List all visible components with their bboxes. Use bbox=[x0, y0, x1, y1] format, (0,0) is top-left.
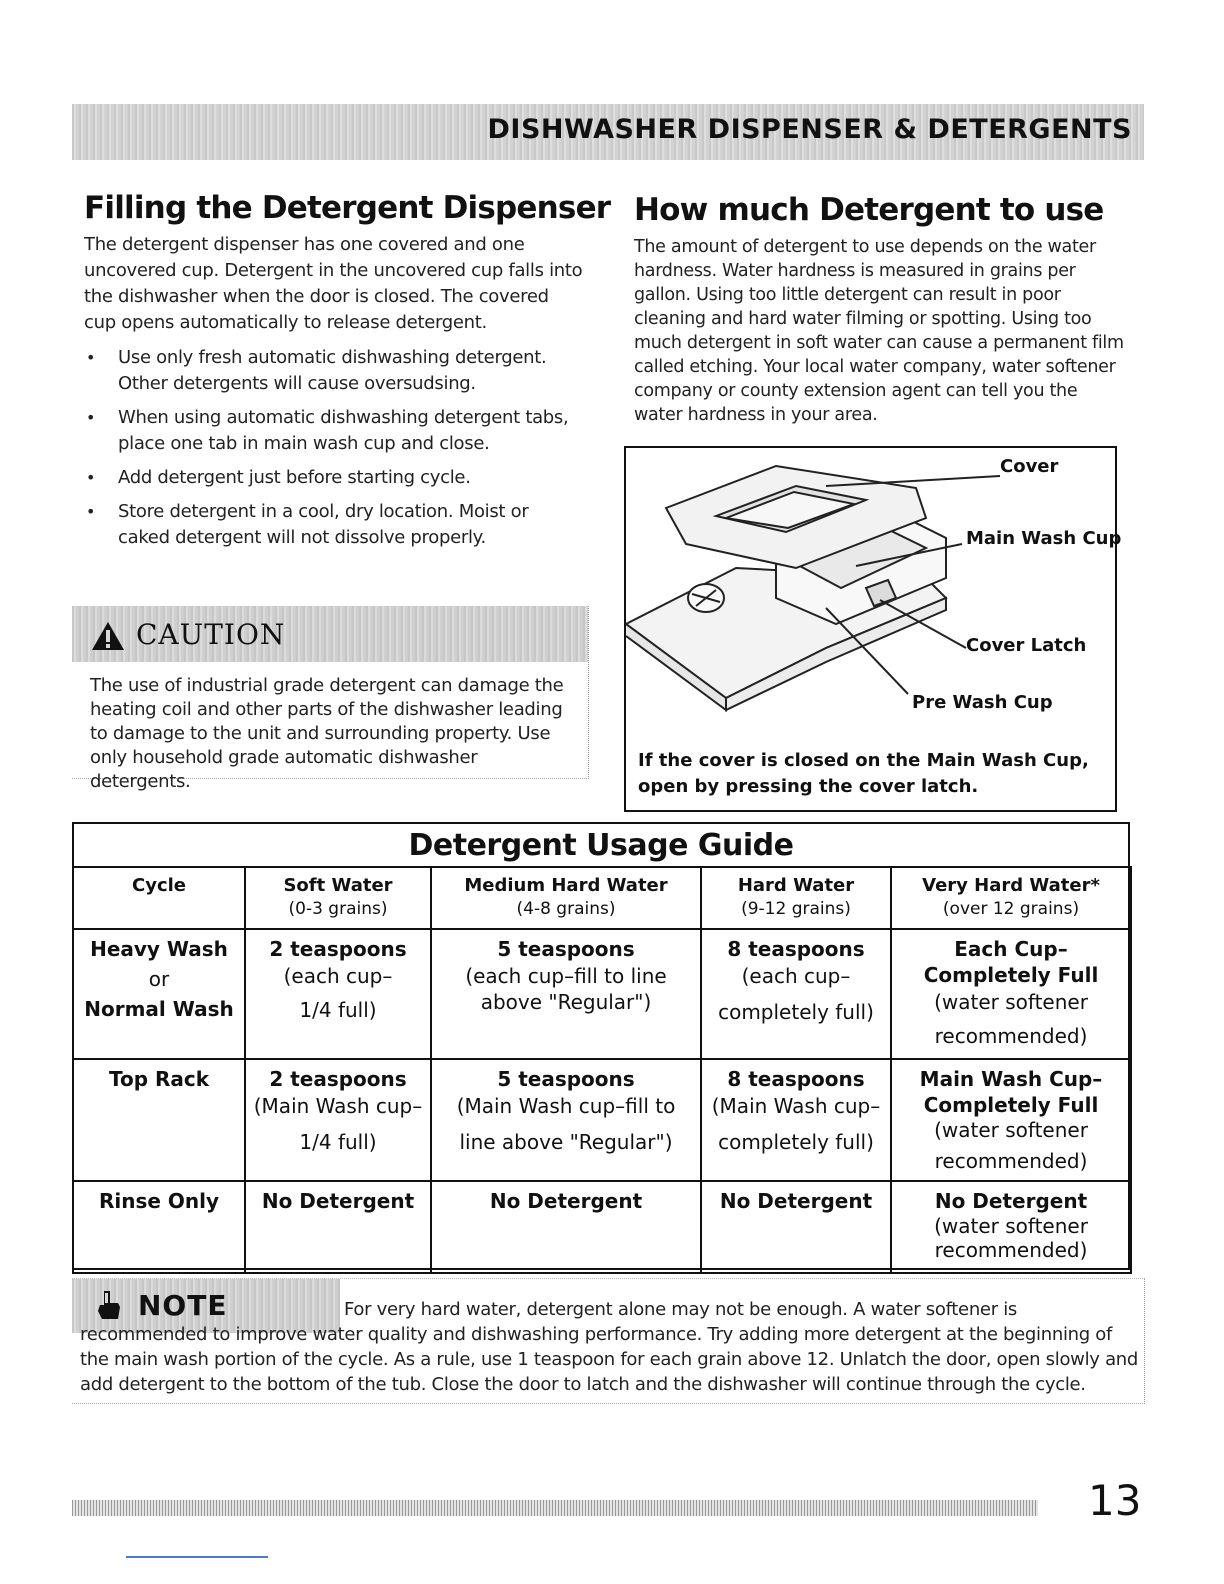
amount-note: (each cup–fill to line bbox=[465, 964, 667, 988]
amount-cell bbox=[891, 1059, 1131, 1181]
caution-box bbox=[72, 606, 589, 792]
column-subtitle: (over 12 grains) bbox=[942, 899, 1080, 919]
amount-cell bbox=[701, 1059, 891, 1181]
amount-note: recommended) bbox=[934, 1024, 1088, 1048]
table-row bbox=[73, 1059, 1131, 1181]
cover-latch-label: Cover Latch bbox=[966, 635, 1087, 656]
main-wash-cup-label: Main Wash Cup bbox=[966, 528, 1122, 549]
column-header bbox=[891, 867, 1131, 929]
cover-label: Cover bbox=[1000, 456, 1059, 477]
detergent-usage-guide bbox=[72, 822, 1130, 1270]
pre-wash-cup-label: Pre Wash Cup bbox=[912, 692, 1053, 713]
amount-cell bbox=[891, 929, 1131, 1059]
amount-note: completely full) bbox=[718, 1000, 874, 1024]
cycle-cell bbox=[73, 1059, 245, 1181]
column-header bbox=[73, 867, 245, 929]
amount-note: 1/4 full) bbox=[299, 998, 377, 1022]
amount-value: 8 teaspoons bbox=[727, 937, 865, 961]
amount-value: Each Cup– bbox=[954, 937, 1068, 961]
amount-value: Main Wash Cup– bbox=[919, 1067, 1103, 1091]
column-subtitle: (9-12 grains) bbox=[741, 899, 851, 919]
amount-cell bbox=[701, 1181, 891, 1273]
amount-cell bbox=[245, 1059, 431, 1181]
caution-label: CAUTION bbox=[136, 618, 286, 651]
amount-note: (Main Wash cup– bbox=[711, 1094, 881, 1118]
cycle-cell bbox=[73, 929, 245, 1059]
column-header bbox=[245, 867, 431, 929]
amount-value: Completely Full bbox=[923, 1093, 1099, 1117]
bullet-item: • Store detergent in a cool, dry location. Moist or caked detergent will not dissolve properly. bbox=[84, 499, 584, 551]
column-header bbox=[431, 867, 701, 929]
note-box bbox=[72, 1278, 1145, 1404]
bullet-item: • Add detergent just before starting cycle. bbox=[84, 465, 584, 491]
bullet-item: • Use only fresh automatic dishwashing detergent. Other detergents will cause oversudsing. bbox=[84, 345, 584, 397]
amount-value: No Detergent bbox=[261, 1189, 415, 1213]
page-number: 13 bbox=[1088, 1476, 1142, 1525]
table-row bbox=[73, 929, 1131, 1059]
amount-cell bbox=[245, 929, 431, 1059]
cycle-or: or bbox=[148, 967, 170, 991]
note-label: NOTE bbox=[138, 1289, 228, 1322]
note-text: For very hard water, detergent alone may not be enough. A water softener is recommended to improve water quality and dishwashing performance. Try adding more detergent at the beginning of the main wash portion of the cycle. As a rule, use 1 teaspoon for each grain above 12. Unlatch the door, open slowly and add detergent to the bottom of the tub. Close the door to latch and the dishwasher will continue through the cycle. bbox=[80, 1299, 1139, 1395]
section-banner bbox=[72, 104, 1144, 160]
amount-note: (each cup– bbox=[741, 964, 851, 988]
amount-note: (water softener bbox=[934, 990, 1088, 1014]
bullet-item: • When using automatic dishwashing detergent tabs, place one tab in main wash cup and close. bbox=[84, 405, 584, 457]
column-name: Cycle bbox=[132, 875, 186, 896]
amount-value: Completely Full bbox=[923, 963, 1099, 987]
table-header-row bbox=[73, 867, 1131, 929]
filling-intro: The detergent dispenser has one covered and one uncovered cup. Detergent in the uncovered cup falls into the dishwasher when the door is closed. The covered cup opens automatically to release detergent. bbox=[84, 234, 583, 333]
cycle-cell bbox=[73, 1181, 245, 1273]
cycle-name: Normal Wash bbox=[84, 997, 234, 1021]
column-subtitle: (0-3 grains) bbox=[288, 899, 388, 919]
amount-value: 8 teaspoons bbox=[727, 1067, 865, 1091]
amount-value: No Detergent bbox=[719, 1189, 873, 1213]
warning-icon bbox=[90, 620, 126, 652]
table-row bbox=[73, 1181, 1131, 1273]
filling-bullet-list bbox=[84, 345, 584, 559]
cycle-name: Heavy Wash bbox=[90, 937, 228, 961]
column-header bbox=[701, 867, 891, 929]
how-much-text: The amount of detergent to use depends on the water hardness. Water hardness is measured in grains per gallon. Using too little detergent can result in poor cleaning and hard water filming or spotting. Using too much detergent in soft water can cause a permanent film called etching. Your local water company, water softener company or county extension agent can tell you the water hardness in your area. bbox=[634, 237, 1124, 425]
amount-value: No Detergent bbox=[489, 1189, 643, 1213]
amount-value: 2 teaspoons bbox=[269, 937, 407, 961]
footer-bar bbox=[72, 1500, 1038, 1516]
usage-table bbox=[72, 866, 1132, 1274]
amount-value: No Detergent bbox=[934, 1189, 1088, 1213]
dispenser-diagram bbox=[624, 446, 1122, 812]
cycle-name: Top Rack bbox=[108, 1067, 210, 1091]
amount-note: (Main Wash cup– bbox=[253, 1094, 423, 1118]
filling-heading: Filling the Detergent Dispenser bbox=[84, 190, 611, 226]
amount-note: recommended) bbox=[934, 1149, 1088, 1173]
amount-cell bbox=[431, 1059, 701, 1181]
section-title: DISHWASHER DISPENSER & DETERGENTS bbox=[487, 114, 1132, 145]
amount-value: 2 teaspoons bbox=[269, 1067, 407, 1091]
how-much-heading: How much Detergent to use bbox=[634, 192, 1104, 228]
guide-title: Detergent Usage Guide bbox=[408, 828, 794, 863]
caution-text: The use of industrial grade detergent can damage the heating coil and other parts of the dishwasher leading to damage to the unit and surrounding property. Use only household grade automatic dishwasher detergents. bbox=[90, 675, 564, 792]
column-name: Soft Water bbox=[283, 875, 393, 896]
diagram-caption: If the cover is closed on the Main Wash Cup, open by pressing the cover latch. bbox=[638, 750, 1089, 797]
amount-cell bbox=[891, 1181, 1131, 1273]
column-name: Medium Hard Water bbox=[464, 875, 668, 896]
column-subtitle: (4-8 grains) bbox=[516, 899, 616, 919]
amount-note: 1/4 full) bbox=[299, 1130, 377, 1154]
amount-note: line above "Regular") bbox=[459, 1130, 673, 1154]
cycle-name: Rinse Only bbox=[98, 1189, 220, 1213]
column-name: Very Hard Water* bbox=[922, 875, 1100, 896]
amount-value: 5 teaspoons bbox=[497, 937, 635, 961]
caution-bar bbox=[72, 606, 588, 662]
amount-cell bbox=[701, 929, 891, 1059]
amount-note: (water softener bbox=[934, 1214, 1088, 1238]
amount-value: 5 teaspoons bbox=[497, 1067, 635, 1091]
amount-cell bbox=[431, 1181, 701, 1273]
amount-note: recommended) bbox=[934, 1238, 1088, 1262]
amount-note: (each cup– bbox=[283, 964, 393, 988]
amount-note: (Main Wash cup–fill to bbox=[456, 1094, 676, 1118]
column-name: Hard Water bbox=[737, 875, 855, 896]
bottom-rule bbox=[126, 1556, 268, 1558]
amount-cell bbox=[245, 1181, 431, 1273]
amount-note: completely full) bbox=[718, 1130, 874, 1154]
amount-cell bbox=[431, 929, 701, 1059]
amount-note: above "Regular") bbox=[480, 990, 652, 1014]
amount-note: (water softener bbox=[934, 1118, 1088, 1142]
